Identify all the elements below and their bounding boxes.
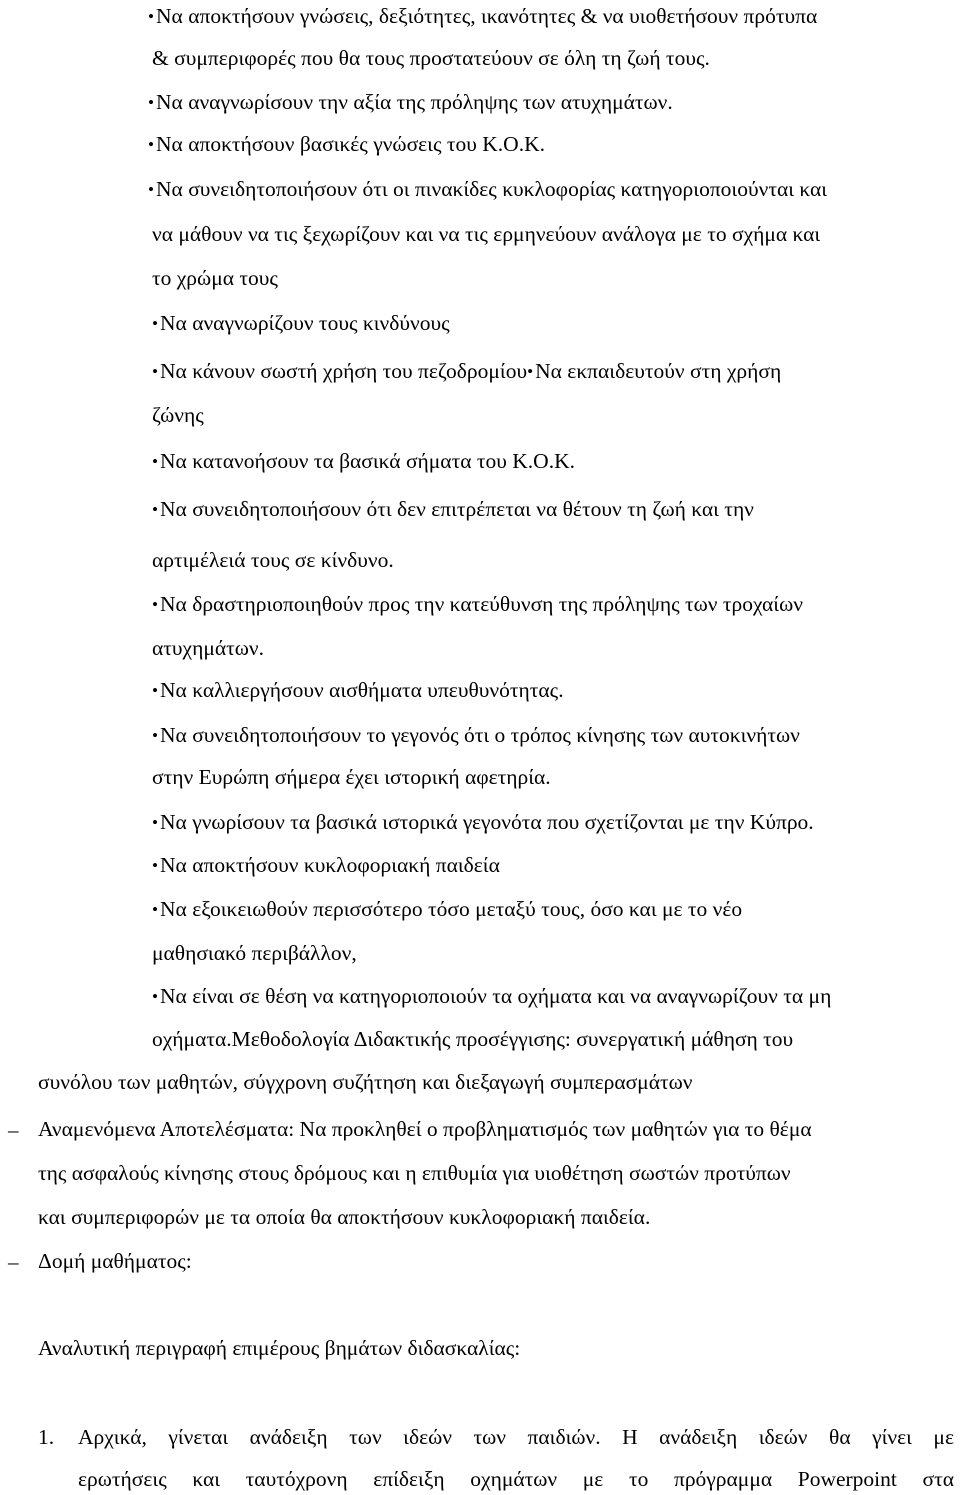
bullet-icon: •	[152, 987, 159, 1006]
bullet-icon: •	[148, 93, 155, 112]
objective-text-continued: αρτιμέλειά τους σε κίνδυνο.	[152, 548, 394, 572]
bullet-icon: •	[152, 362, 159, 381]
objective-text: Να αναγνωρίσουν την αξία της πρόληψης των ατυχημάτων.	[156, 90, 673, 114]
objective-text: Να κάνουν σωστή χρήση του πεζοδρομίου	[160, 359, 528, 383]
objective-text: Να αποκτήσουν γνώσεις, δεξιότητες, ικανότητες & να υιοθετήσουν πρότυπα	[156, 4, 818, 28]
objective-item	[148, 179, 827, 201]
objective-text: Να εκπαιδευτούν στη χρήση	[535, 359, 782, 383]
bullet-icon: •	[152, 813, 159, 832]
objective-item	[152, 451, 575, 473]
objective-text: Να αποκτήσουν κυκλοφοριακή παιδεία	[160, 853, 500, 877]
objective-text: Να εξοικειωθούν περισσότερο τόσο μεταξύ τους, όσο και με το νέο	[160, 897, 743, 921]
bullet-icon: •	[152, 595, 159, 614]
objective-item	[152, 680, 564, 702]
objective-item	[152, 725, 800, 747]
bullet-icon: •	[152, 856, 159, 875]
objective-text: Να γνωρίσουν τα βασικά ιστορικά γεγονότα που σχετίζονται με την Κύπρο.	[160, 810, 814, 834]
objective-item	[152, 855, 500, 877]
expected-results-text-continued: και συμπεριφορών με τα οποία θα αποκτήσουν κυκλοφοριακή παιδεία.	[38, 1205, 651, 1229]
objective-text: Να συνειδητοποιήσουν το γεγονός ότι ο τρόπος κίνησης των αυτοκινήτων	[160, 723, 800, 747]
bullet-icon: •	[152, 452, 159, 471]
objective-item	[152, 313, 450, 335]
objective-text-continued: & συμπεριφορές που θα τους προστατεύουν σε όλη τη ζωή τους.	[152, 46, 710, 70]
bullet-icon: •	[152, 900, 159, 919]
objective-text-continued: να μάθουν να τις ξεχωρίζουν και να τις ερμηνεύουν ανάλογα με το σχήμα και	[152, 222, 821, 246]
objective-text: Να κατανοήσουν τα βασικά σήματα του Κ.Ο.Κ.	[160, 449, 575, 473]
objective-text: Να αποκτήσουν βασικές γνώσεις του Κ.Ο.Κ.	[156, 132, 545, 156]
lesson-structure-heading: Δομή μαθήματος:	[38, 1249, 192, 1273]
objective-text-continued: ατυχημάτων.	[152, 636, 265, 660]
objective-item	[152, 812, 814, 834]
objective-text: Να δραστηριοποιηθούν προς την κατεύθυνση της πρόληψης των τροχαίων	[160, 592, 803, 616]
bullet-icon: •	[152, 681, 159, 700]
objective-text-continued: ζώνης	[152, 403, 204, 427]
objective-text: Να αναγνωρίζουν τους κινδύνους	[160, 311, 450, 335]
bullet-icon: •	[152, 500, 159, 519]
expected-results-text: Αναμενόμενα Αποτελέσματα: Να προκληθεί ο προβληματισμός των μαθητών για το θέμα	[38, 1117, 812, 1141]
objective-text-continued: το χρώμα τους	[152, 266, 278, 290]
objective-text: Να είναι σε θέση να κατηγοριοποιούν τα οχήματα και να αναγνωρίζουν τα μη	[160, 984, 832, 1008]
objective-text-continued: στην Ευρώπη σήμερα έχει ιστορική αφετηρία.	[152, 765, 551, 789]
bullet-icon: •	[527, 362, 534, 381]
objective-item	[152, 499, 754, 521]
bullet-icon: •	[148, 180, 155, 199]
objective-text: Να συνειδητοποιήσουν ότι δεν επιτρέπεται να θέτουν τη ζωή και την	[160, 497, 754, 521]
objective-item	[152, 594, 803, 616]
methodology-text: συνόλου των μαθητών, σύγχρονη συζήτηση και διεξαγωγή συμπερασμάτων	[38, 1070, 693, 1094]
objective-item	[152, 986, 831, 1008]
objective-text: Να συνειδητοποιήσουν ότι οι πινακίδες κυκλοφορίας κατηγοριοποιούνται και	[156, 177, 828, 201]
objective-text: Να καλλιεργήσουν αισθήματα υπευθυνότητας.	[160, 678, 564, 702]
objective-text-continued: οχήματα.Μεθοδολογία Διδακτικής προσέγγισης: συνεργατική μάθηση του	[152, 1027, 794, 1051]
objective-item	[152, 361, 781, 383]
objective-item	[148, 92, 673, 114]
objective-item	[152, 899, 742, 921]
dash-bullet-icon: –	[8, 1118, 19, 1142]
step-number: 1.	[38, 1425, 55, 1449]
bullet-icon: •	[152, 314, 159, 333]
step-text-continued: ερωτήσεις και ταυτόχρονη επίδειξη οχημάτων με το πρόγραμμα Powerpoint στα	[78, 1467, 954, 1491]
step-text: Αρχικά, γίνεται ανάδειξη των ιδεών των παιδιών. Η ανάδειξη ιδεών θα γίνει με	[78, 1425, 954, 1449]
teaching-steps-heading: Αναλυτική περιγραφή επιμέρους βημάτων διδασκαλίας:	[38, 1336, 521, 1360]
objective-item	[148, 6, 817, 28]
objective-item	[148, 134, 545, 156]
dash-bullet-icon: –	[8, 1250, 19, 1274]
expected-results-text-continued: της ασφαλούς κίνησης στους δρόμους και η επιθυμία για υιοθέτηση σωστών προτύπων	[38, 1161, 791, 1185]
bullet-icon: •	[152, 726, 159, 745]
bullet-icon: •	[148, 7, 155, 26]
objective-text-continued: μαθησιακό περιβάλλον,	[152, 941, 357, 965]
bullet-icon: •	[148, 135, 155, 154]
